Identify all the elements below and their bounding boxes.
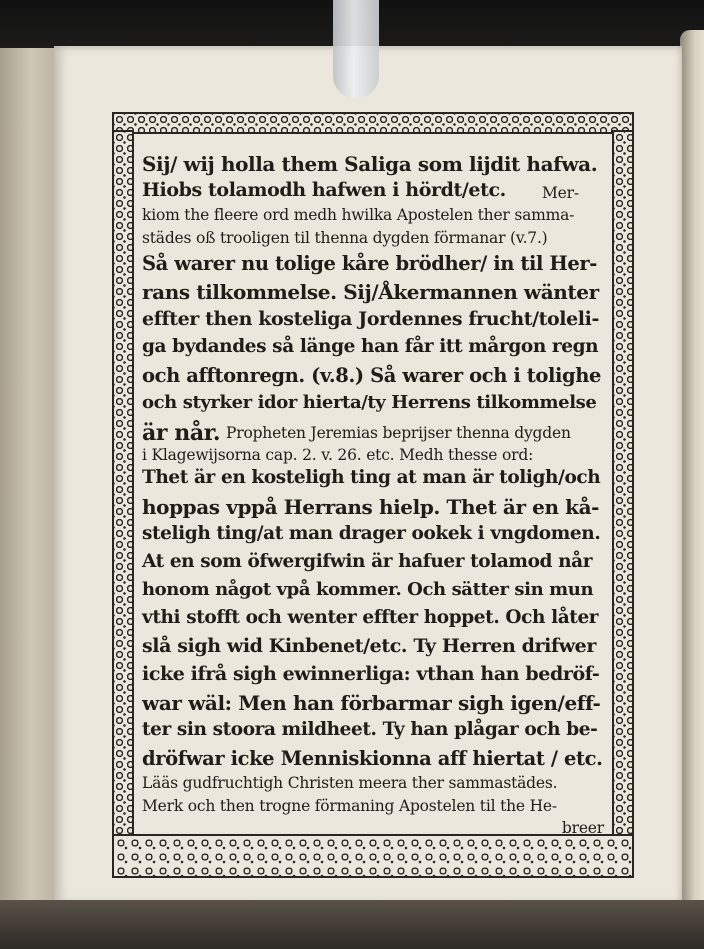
text-line: Sij/ wij holla them Saliga som lijdit hafwa. bbox=[142, 152, 598, 176]
text-line: hoppas vppå Herrans hielp. Thet är en kå- bbox=[142, 495, 600, 519]
text-line: At en som öfwergifwin är hafuer tolamod når bbox=[142, 551, 593, 572]
text-line: Thet är en kosteligh ting at man är toligh/och bbox=[142, 467, 601, 488]
text-line: städes oß trooligen til thenna dygden förmanar (v.7.) bbox=[142, 229, 548, 247]
text-line: Propheten Jeremias beprijser thenna dygden bbox=[226, 424, 571, 442]
text-line: honom något vpå kommer. Och sätter sin mun bbox=[142, 579, 594, 600]
catchword: breer bbox=[561, 819, 604, 837]
text-line: är når. bbox=[142, 420, 221, 446]
text-line: effter then kosteliga Jordennes frucht/toleli- bbox=[142, 308, 599, 330]
bottom-shadow bbox=[0, 900, 704, 949]
text-line: kiom the fleere ord medh hwilka Apostelen ther samma- bbox=[142, 206, 575, 224]
text-line: Merk och then trogne förmaning Apostelen til the He- bbox=[142, 797, 557, 815]
text-line: war wäl: Men han förbarmar sigh igen/eff- bbox=[142, 691, 601, 715]
text-line: dröfwar icke Menniskionna aff hiertat / etc. bbox=[142, 747, 603, 770]
left-page-edge bbox=[0, 48, 56, 908]
text-line: ga bydandes så länge han får itt mårgon regn bbox=[142, 336, 599, 357]
text-line: Så warer nu tolige kåre brödher/ in til Her- bbox=[142, 252, 597, 275]
text-line: rans tilkommelse. Sij/Åkermannen wänter bbox=[142, 280, 599, 304]
right-page-edge bbox=[680, 30, 704, 900]
ornament-band-right bbox=[612, 130, 634, 840]
page-text bbox=[142, 144, 604, 844]
text-line: i Klagewijsorna cap. 2. v. 26. etc. Medh thesse ord: bbox=[142, 446, 534, 464]
text-line: slå sigh wid Kinbenet/etc. Ty Herren drifwer bbox=[142, 635, 596, 657]
text-line: och styrker idor hierta/ty Herrens tilkommelse bbox=[142, 392, 597, 413]
bookmark-ribbon bbox=[333, 0, 379, 98]
ornament-band-left bbox=[112, 130, 134, 840]
text-line: ter sin stoora mildheet. Ty han plågar och be- bbox=[142, 719, 598, 740]
text-line: Hiobs tolamodh hafwen i hördt/etc. bbox=[142, 179, 506, 201]
text-line: icke ifrå sigh ewinnerliga: vthan han bedröf- bbox=[142, 663, 600, 685]
text-line: steligh ting/at man drager ookek i vngdomen. bbox=[142, 523, 601, 544]
text-line: Lääs gudfruchtigh Christen meera ther sammastädes. bbox=[142, 774, 558, 792]
ornament-band-top bbox=[112, 112, 634, 134]
text-line: vthi stofft och wenter effter hoppet. Och låter bbox=[142, 607, 599, 628]
text-line: och afftonregn. (v.8.) Så warer och i tolighe bbox=[142, 364, 602, 387]
text-line: Mer- bbox=[542, 184, 579, 202]
